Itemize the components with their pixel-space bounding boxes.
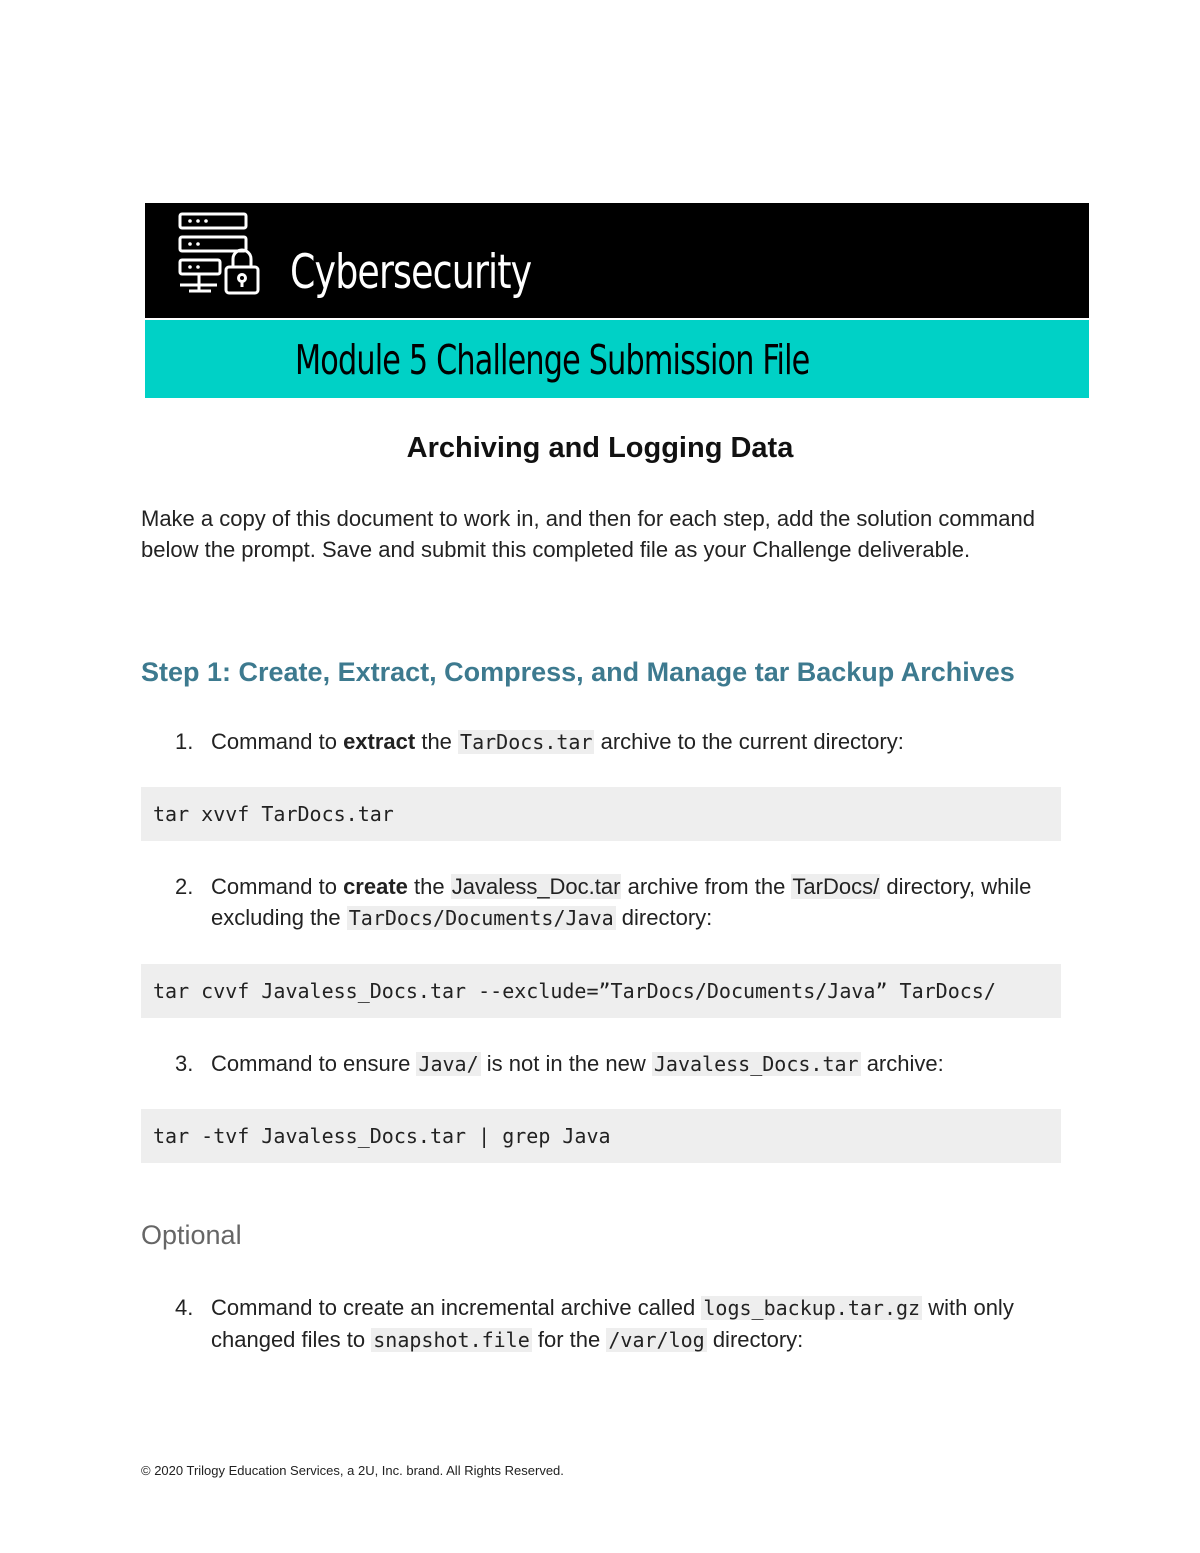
inline-code: logs_backup.tar.gz xyxy=(703,1296,921,1320)
item-text: archive from the xyxy=(621,874,792,899)
item-number: 3. xyxy=(175,1051,194,1076)
item-text: Command to xyxy=(211,874,344,899)
banner-subtitle: Module 5 Challenge Submission File xyxy=(295,336,810,384)
inline-code: snapshot.file xyxy=(373,1328,530,1352)
answer-code-block[interactable]: tar xvvf TarDocs.tar xyxy=(141,787,1061,841)
list-item xyxy=(175,1048,1071,1080)
optional-heading: Optional xyxy=(141,1220,242,1250)
step-1-heading: Step 1: Create, Extract, Compress, and Manage tar Backup Archives xyxy=(141,657,1015,687)
subtitle-banner xyxy=(145,320,1089,398)
item-text: the xyxy=(415,729,459,754)
item-text: is not in the new xyxy=(480,1051,652,1076)
item-text: directory: xyxy=(706,1327,804,1352)
item-text: archive: xyxy=(860,1051,944,1076)
highlighted-text: TarDocs/ xyxy=(792,874,880,899)
inline-code: TarDocs/Documents/Java xyxy=(348,906,614,930)
highlighted-text: Javaless_Doc.tar xyxy=(451,874,621,899)
item-text: with only changed files to xyxy=(211,1295,1014,1352)
inline-code: Java/ xyxy=(418,1052,479,1076)
inline-code: /var/log xyxy=(608,1328,705,1352)
item-text: archive to the current directory: xyxy=(594,729,904,754)
banner-title: Cybersecurity xyxy=(290,245,532,300)
list-item xyxy=(175,871,1071,934)
item-text: Command to xyxy=(211,729,344,754)
item-number: 4. xyxy=(175,1295,194,1320)
header-banner xyxy=(145,203,1089,318)
item-number: 1. xyxy=(175,729,194,754)
intro-paragraph: Make a copy of this document to work in, and then for each step, add the solution command below the prompt. Save and submit this completed file as your Challenge deliverable. xyxy=(141,506,1035,562)
item-bold-text: extract xyxy=(343,729,416,754)
inline-code: Javaless_Docs.tar xyxy=(653,1052,859,1076)
item-text: directory, while excluding the xyxy=(211,874,1032,930)
item-text: Command to ensure xyxy=(211,1051,417,1076)
item-text: the xyxy=(407,874,451,899)
item-number: 2. xyxy=(175,874,194,899)
server-lock-icon xyxy=(177,211,267,297)
inline-code: TarDocs.tar xyxy=(460,730,593,754)
item-text: directory: xyxy=(615,905,713,930)
item-text: for the xyxy=(531,1327,607,1352)
list-item xyxy=(175,1292,1071,1356)
document-title: Archiving and Logging Data xyxy=(406,432,794,464)
footer-copyright: © 2020 Trilogy Education Services, a 2U, Inc. brand. All Rights Reserved. xyxy=(141,1463,564,1478)
answer-code-block[interactable]: tar -tvf Javaless_Docs.tar | grep Java xyxy=(141,1109,1061,1163)
list-item xyxy=(175,726,1071,758)
item-bold-text: create xyxy=(343,874,408,899)
answer-code-block[interactable]: tar cvvf Javaless_Docs.tar --exclude=”TarDocs/Documents/Java” TarDocs/ xyxy=(141,964,1061,1018)
item-text: Command to create an incremental archive called xyxy=(211,1295,702,1320)
